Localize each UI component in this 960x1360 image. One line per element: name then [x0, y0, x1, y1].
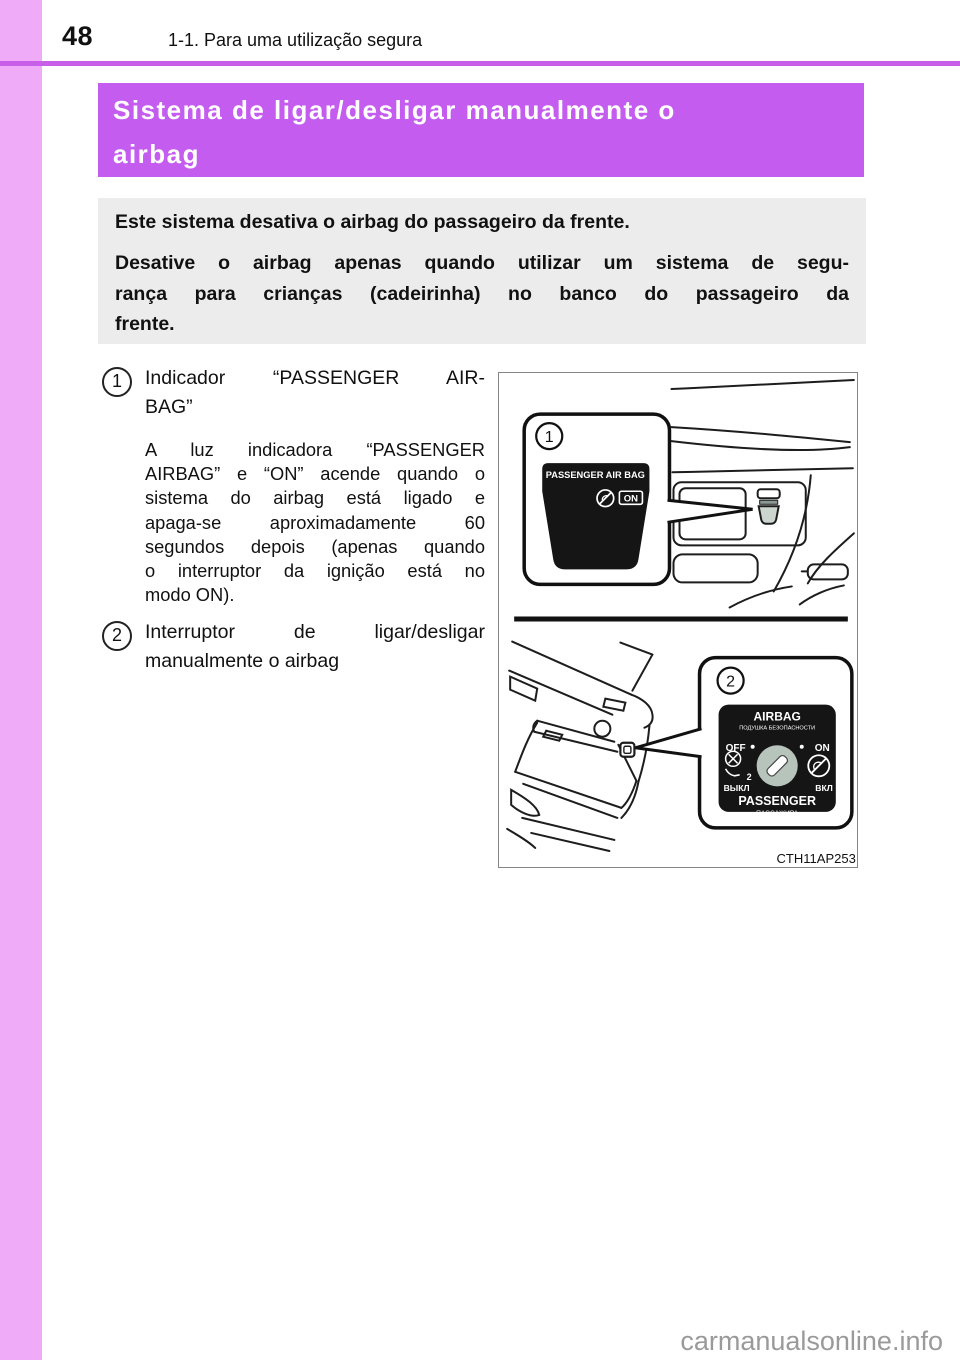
item1-description: A luz indicadora “PASSENGER AIRBAG” e “ON” acende quando o sistema do airbag está ligado e apaga-se aproximadamente 60 segundos depois (apenas quando o interruptor da ignição está no modo ON). — [145, 439, 485, 606]
switch-on-label-ru: ВКЛ — [815, 782, 833, 793]
switch-off-label-ru: ВЫКЛ — [723, 782, 750, 793]
callout-2-number: 2 — [726, 672, 736, 691]
indicator-label: PASSENGER AIR BAG — [545, 470, 645, 481]
notice-paragraph2: Desative o airbag apenas quando utilizar um sistema de segu- rança para crianças (cadeirinha) no banco do passageiro da frente. — [115, 252, 849, 335]
item1-heading: Indicador “PASSENGER AIR- BAG” — [145, 367, 485, 418]
page-title-line1: Sistema de ligar/desligar manualmente o — [113, 95, 676, 125]
page-number: 48 — [62, 21, 94, 51]
page-edge-strip — [0, 0, 42, 1360]
passenger-airbag-indicator-panel — [542, 463, 649, 569]
airbag-switch-panel — [719, 705, 836, 817]
figure-line-art — [499, 373, 857, 867]
switch-passenger-label-ru: ПАССАЖИРА — [756, 809, 799, 817]
switch-title-ru: ПОДУШКА БЕЗОПАСНОСТИ — [739, 725, 816, 732]
switch-passenger-label: PASSENGER — [738, 793, 817, 808]
watermark: carmanualsonline.info — [680, 1326, 943, 1356]
page-title-banner — [98, 83, 864, 177]
figure-airbag-diagram — [498, 372, 858, 868]
section-header: 1-1. Para uma utilização segura — [168, 30, 423, 50]
switch-off-label: OFF — [725, 742, 746, 754]
callout-1 — [524, 414, 752, 584]
item1-number-badge: 1 — [102, 367, 132, 397]
on-position-dot — [800, 745, 804, 749]
notice-box — [98, 198, 866, 344]
child-seat-icon-number: 2 — [746, 771, 752, 782]
figure-caption: CTH11AP253 — [776, 850, 856, 866]
notice-paragraph1: Este sistema desativa o airbag do passageiro da frente. — [115, 211, 630, 233]
switch-title: AIRBAG — [753, 709, 801, 724]
item2-number-badge: 2 — [102, 621, 132, 651]
figure-divider — [514, 616, 848, 621]
header-rule — [0, 61, 960, 66]
switch-on-label: ON — [814, 742, 830, 754]
dash-switch-top — [758, 489, 780, 524]
dash-switch-bottom — [620, 743, 634, 757]
item2-heading: Interruptor de ligar/desligar manualmente o airbag — [145, 621, 485, 672]
callout-1-number: 1 — [544, 428, 554, 447]
on-badge-label: ON — [623, 493, 639, 505]
page-title-line2: airbag — [113, 139, 201, 169]
off-position-dot — [751, 745, 755, 749]
callout-2 — [635, 658, 851, 828]
